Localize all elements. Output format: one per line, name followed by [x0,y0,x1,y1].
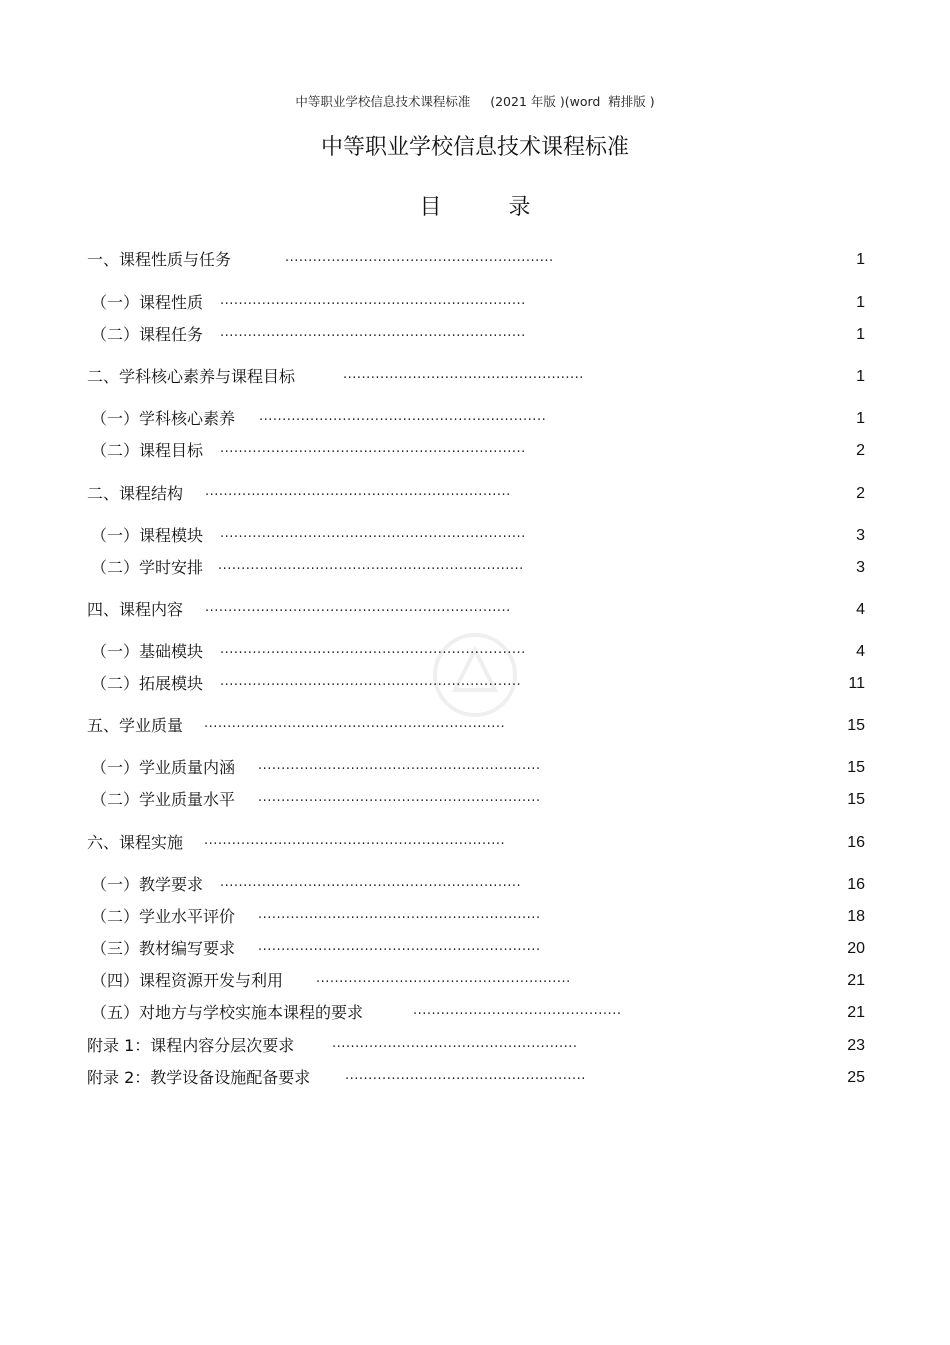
toc-entry-title: （三）教材编写要求 [91,939,236,958]
toc-dot-leader: ............................................................. [258,758,541,773]
toc-page-number: 1 [856,251,865,268]
toc-entry[interactable] [87,905,865,929]
toc-dot-leader: .................................................................. [218,558,524,573]
toc-entry[interactable] [87,873,865,897]
toc-dot-leader: .................................................................. [220,642,526,657]
toc-entry-title: （一）课程模块 [91,526,204,545]
toc-dot-leader: ............................................................. [258,790,541,805]
toc-dot-leader: ............................................. [413,1003,622,1018]
toc-page-number: 15 [847,717,865,734]
toc-page-number: 23 [847,1037,865,1054]
toc-dot-leader: .................................................................. [205,600,511,615]
toc-entry[interactable] [87,1066,865,1090]
toc-dot-leader: .................................................... [343,367,584,382]
toc-page-number: 1 [856,294,865,311]
toc-page-number: 3 [856,559,865,576]
toc-page-number: 15 [847,791,865,808]
toc-entry-title: （二）课程任务 [91,325,204,344]
toc-entry[interactable] [87,365,865,389]
toc-entry-title: （五）对地方与学校实施本课程的要求 [91,1003,364,1022]
toc-entry[interactable] [87,556,865,580]
document-title: 中等职业学校信息技术课程标准 [320,135,629,160]
toc-entry-title: 二、学科核心素养与课程目标 [87,367,296,386]
toc-entry[interactable] [87,598,865,622]
toc-entry-title: （一）基础模块 [91,642,204,661]
toc-page-number: 16 [847,834,865,851]
toc-dot-leader: .................................................................. [220,325,526,340]
running-header: 中等职业学校信息技术课程标准 (2021 年版 )(word 精排版 ) [295,94,655,109]
toc-dot-leader: .................................................................. [220,526,526,541]
toc-entry[interactable] [87,756,865,780]
toc-entry[interactable] [87,291,865,315]
toc-entry[interactable] [87,969,865,993]
toc-dot-leader: ................................................................. [220,674,522,689]
toc-entry-title: （一）学科核心素养 [91,409,236,428]
toc-entry[interactable] [87,323,865,347]
toc-page-number: 1 [856,410,865,427]
toc-entry[interactable] [87,524,865,548]
toc-page-number: 15 [847,759,865,776]
toc-entry[interactable] [87,439,865,463]
toc-entry-title: 五、学业质量 [87,716,184,735]
toc-entry-title: 一、课程性质与任务 [87,250,232,269]
toc-entry-title: （二）课程目标 [91,441,204,460]
toc-entry-title: （一）课程性质 [91,293,204,312]
toc-page-number: 16 [847,876,865,893]
toc-dot-leader: ....................................................... [316,971,571,986]
toc-dot-leader: ................................................................. [204,833,506,848]
toc-page-number: 21 [847,972,865,989]
toc-page-number: 21 [847,1004,865,1021]
watermark-logo [430,630,520,720]
toc-page-number: 20 [847,940,865,957]
toc-entry[interactable] [87,788,865,812]
toc-page-number: 2 [856,442,865,459]
toc-dot-leader: ..................................................... [332,1036,578,1051]
toc-page-number: 25 [847,1069,865,1086]
toc-dot-leader: .................................................................. [220,293,526,308]
toc-dot-leader: ................................................................. [204,716,506,731]
toc-entry[interactable] [87,407,865,431]
toc-entry[interactable] [87,482,865,506]
toc-dot-leader: .................................................... [345,1068,586,1083]
toc-entry-title: （四）课程资源开发与利用 [91,971,284,990]
toc-dot-leader: .................................................................. [220,441,526,456]
toc-page-number: 2 [856,485,865,502]
toc-entry-title: （一）教学要求 [91,875,204,894]
toc-page-number: 1 [856,368,865,385]
toc-page-number: 1 [856,326,865,343]
toc-dot-leader: ............................................................. [258,939,541,954]
toc-dot-leader: .......................................................... [285,250,554,265]
toc-entry-title: （二）拓展模块 [91,674,204,693]
toc-entry-title: 附录 1：课程内容分层次要求 [87,1036,295,1055]
toc-entry-title: 附录 2：教学设备设施配备要求 [87,1068,311,1087]
toc-page-number: 18 [847,908,865,925]
toc-page-number: 3 [856,527,865,544]
toc-page-number: 4 [856,601,865,618]
toc-dot-leader: ............................................................. [258,907,541,922]
toc-page-number: 4 [856,643,865,660]
toc-entry-title: （一）学业质量内涵 [91,758,236,777]
toc-entry-title: （二）学业质量水平 [91,790,236,809]
toc-entry[interactable] [87,1034,865,1058]
toc-entry[interactable] [87,248,865,272]
toc-entry[interactable] [87,831,865,855]
toc-entry-title: （二）学时安排 [91,558,204,577]
toc-entry-title: 四、课程内容 [87,600,184,619]
toc-entry[interactable] [87,937,865,961]
toc-entry-title: 六、课程实施 [87,833,184,852]
toc-heading: 目 录 [419,195,561,220]
toc-dot-leader: .................................................................. [205,484,511,499]
toc-page-number: 11 [848,675,865,692]
toc-entry-title: （二）学业水平评价 [91,907,236,926]
toc-entry-title: 二、课程结构 [87,484,184,503]
toc-entry[interactable] [87,1001,865,1025]
toc-dot-leader: .............................................................. [259,409,547,424]
toc-dot-leader: ................................................................. [220,875,522,890]
